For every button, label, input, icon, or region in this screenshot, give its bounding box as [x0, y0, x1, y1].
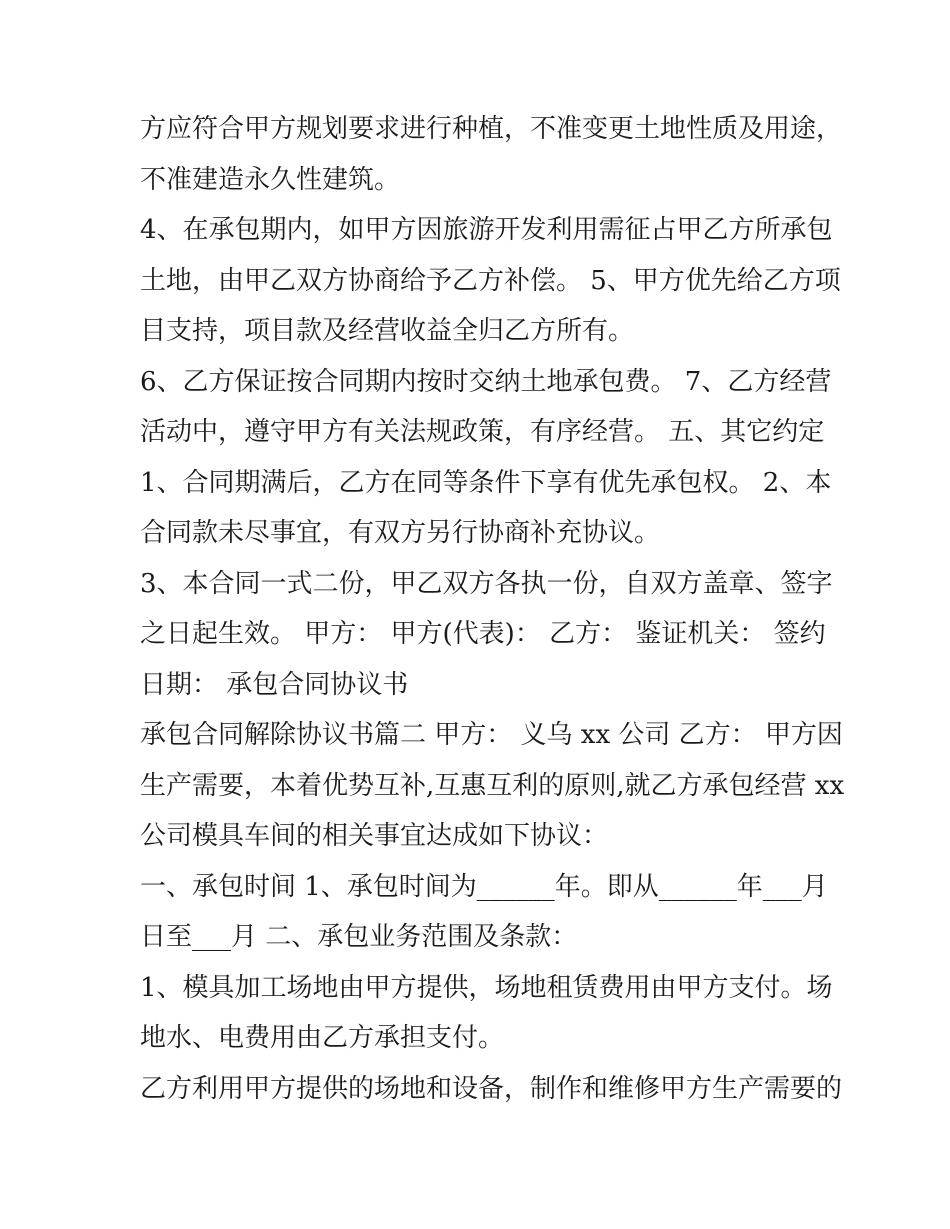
text-line: 乙方利用甲方提供的场地和设备，制作和维修甲方生产需要的 — [140, 1074, 843, 1104]
text-line: 4、在承包期内，如甲方因旅游开发利用需征占甲乙方所承包 — [140, 215, 833, 245]
text-line: 承包合同解除协议书篇二 甲方： 义乌 xx 公司 乙方： 甲方因 — [140, 720, 843, 750]
text-line: 生产需要，本着优势互补,互惠互利的原则,就乙方承包经营 xx — [140, 771, 845, 801]
text-line: 之日起生效。 甲方： 甲方(代表)： 乙方： 鉴证机关： 签约 — [140, 619, 826, 649]
text-line: 1、合同期满后，乙方在同等条件下享有优先承包权。 2、本 — [140, 468, 832, 498]
text-line: 一、承包时间 1、承包时间为______年。即从______年___月 — [140, 872, 828, 902]
text-line: 6、乙方保证按合同期内按时交纳土地承包费。 7、乙方经营 — [140, 367, 832, 397]
text-line: 合同款未尽事宜，有双方另行协商补充协议。 — [140, 518, 661, 548]
text-line: 1、模具加工场地由甲方提供，场地租赁费用由甲方支付。场 — [140, 973, 833, 1003]
text-line: 公司模具车间的相关事宜达成如下协议： — [140, 821, 609, 851]
text-line: 3、本合同一式二份，甲乙双方各执一份，自双方盖章、签字 — [140, 569, 833, 599]
text-line: 目支持，项目款及经营收益全归乙方所有。 — [140, 316, 635, 346]
text-line: 土地，由甲乙双方协商给予乙方补偿。 5、甲方优先给乙方项 — [140, 266, 841, 296]
text-line: 不准建造永久性建筑。 — [140, 165, 401, 195]
text-line: 活动中，遵守甲方有关法规政策，有序经营。 五、其它约定 — [140, 417, 825, 447]
text-line: 方应符合甲方规划要求进行种植，不准变更土地性质及用途， — [140, 114, 843, 144]
text-line: 日期： 承包合同协议书 — [140, 670, 409, 700]
text-line: 地水、电费用由乙方承担支付。 — [140, 1023, 505, 1053]
text-line: 日至___月 二、承包业务范围及条款： — [140, 922, 578, 952]
